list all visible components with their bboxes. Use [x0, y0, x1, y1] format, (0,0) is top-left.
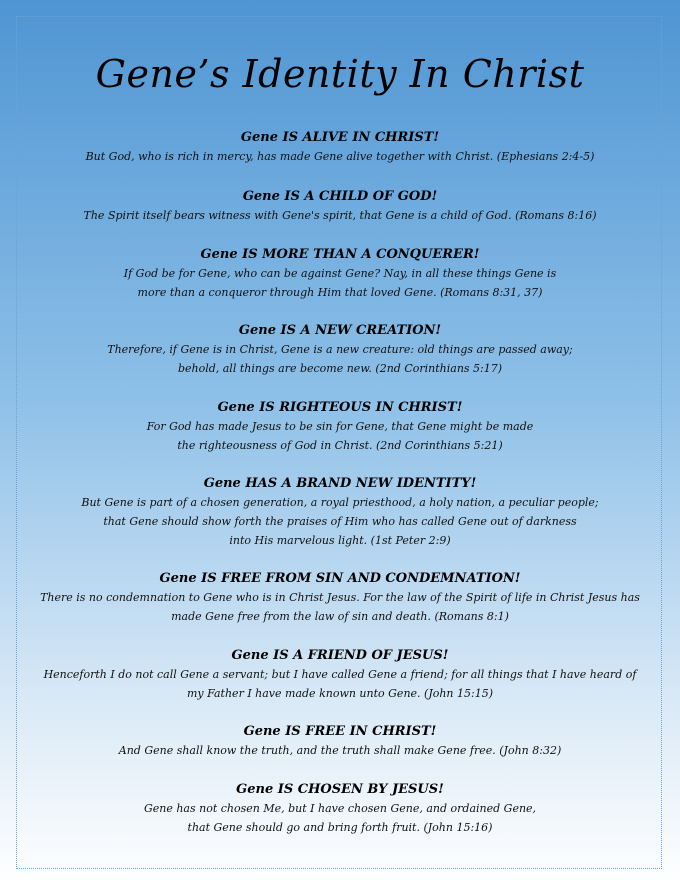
verse-line: For God has made Jesus to be sin for Gene, that Gene might be made — [146, 420, 534, 433]
section-more-than-conquerer — [0, 246, 680, 302]
verse-text — [0, 799, 680, 837]
section-heading: Gene HAS A BRAND NEW IDENTITY! — [203, 476, 477, 491]
section-free-from-sin — [0, 570, 680, 626]
verse-text — [0, 264, 680, 302]
section-new-creation — [0, 322, 680, 378]
section-alive-in-christ — [0, 129, 680, 166]
section-heading: Gene IS ALIVE IN CHRIST! — [240, 130, 440, 145]
verse-text — [0, 493, 680, 550]
section-heading: Gene IS CHOSEN BY JESUS! — [236, 782, 444, 797]
verse-line: made Gene free from the law of sin and death. (Romans 8:1) — [171, 610, 509, 623]
verse-line: But God, who is rich in mercy, has made Gene alive together with Christ. (Ephesians 2:4-5) — [85, 150, 595, 163]
verse-line: There is no condemnation to Gene who is in Christ Jesus. For the law of the Spirit of life in Christ Jesus has — [40, 591, 640, 604]
verse-line: Henceforth I do not call Gene a servant; but I have called Gene a friend; for all things that I have heard of — [43, 668, 637, 681]
section-free-in-christ — [0, 723, 680, 760]
verse-line: Gene has not chosen Me, but I have chosen Gene, and ordained Gene, — [143, 802, 537, 815]
section-chosen-by-jesus — [0, 781, 680, 837]
page-title: Gene’s Identity In Christ — [95, 52, 585, 96]
section-heading: Gene IS A CHILD OF GOD! — [242, 189, 438, 204]
section-friend-of-jesus — [0, 647, 680, 703]
section-heading: Gene IS FREE FROM SIN AND CONDEMNATION! — [159, 571, 521, 586]
verse-text — [0, 665, 680, 703]
verse-line: If God be for Gene, who can be against Gene? Nay, in all these things Gene is — [123, 267, 557, 280]
section-heading: Gene IS A FRIEND OF JESUS! — [231, 648, 449, 663]
verse-line: behold, all things are become new. (2nd Corinthians 5:17) — [177, 362, 503, 375]
verse-line: into His marvelous light. (1st Peter 2:9) — [229, 534, 451, 547]
verse-line: that Gene should show forth the praises of Him who has called Gene out of darkness — [103, 515, 577, 528]
verse-line: The Spirit itself bears witness with Gene's spirit, that Gene is a child of God. (Romans 8:16) — [83, 209, 597, 222]
section-child-of-god — [0, 188, 680, 225]
verse-line: more than a conqueror through Him that loved Gene. (Romans 8:31, 37) — [137, 286, 543, 299]
verse-line: And Gene shall know the truth, and the truth shall make Gene free. (John 8:32) — [118, 744, 562, 757]
section-heading: Gene IS FREE IN CHRIST! — [243, 724, 437, 739]
verse-text — [0, 588, 680, 626]
section-heading: Gene IS RIGHTEOUS IN CHRIST! — [217, 400, 463, 415]
verse-text — [0, 340, 680, 378]
verse-line: that Gene should go and bring forth fruit. (John 15:16) — [187, 821, 493, 834]
verse-text — [0, 417, 680, 455]
verse-text — [0, 741, 680, 760]
section-heading: Gene IS MORE THAN A CONQUERER! — [200, 247, 480, 262]
verse-line: But Gene is part of a chosen generation, a royal priesthood, a holy nation, a peculiar people; — [81, 496, 599, 509]
verse-text — [0, 147, 680, 166]
verse-line: the righteousness of God in Christ. (2nd Corinthians 5:21) — [177, 439, 503, 452]
verse-line: Therefore, if Gene is in Christ, Gene is a new creature: old things are passed away; — [107, 343, 573, 356]
verse-text — [0, 206, 680, 225]
section-brand-new-identity — [0, 475, 680, 550]
verse-line: my Father I have made known unto Gene. (John 15:15) — [186, 687, 494, 700]
section-heading: Gene IS A NEW CREATION! — [238, 323, 442, 338]
section-righteous-in-christ — [0, 399, 680, 455]
